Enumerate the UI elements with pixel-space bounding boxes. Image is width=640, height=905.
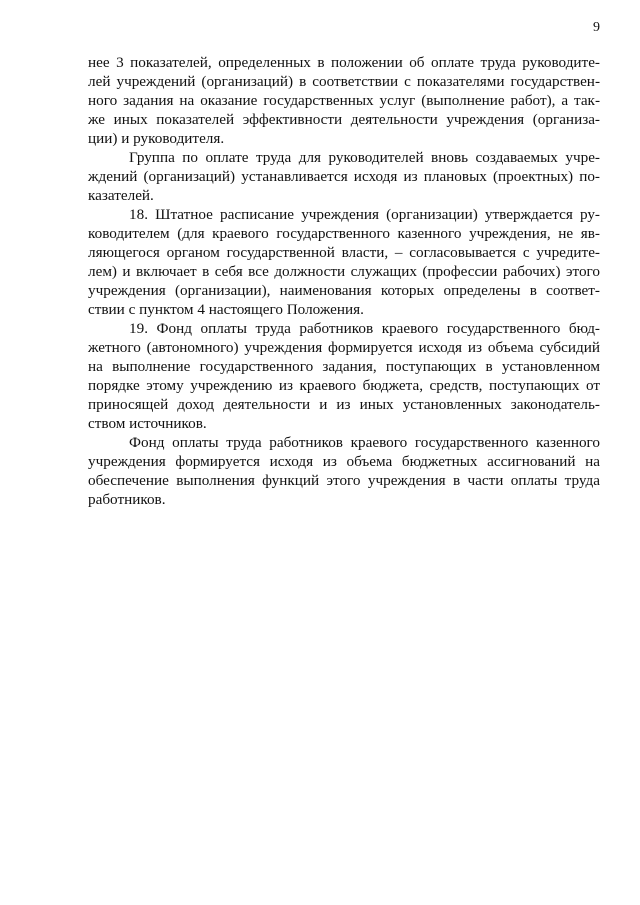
text-line: обеспечение выполнения функций этого учреждения в части оплаты труда: [88, 472, 600, 489]
text-line: ством источников.: [88, 415, 207, 432]
text-line: работников.: [88, 491, 166, 508]
text-line: учреждения (организации), наименования которых определены в соответ-: [88, 282, 600, 299]
text-line: Фонд оплаты труда работников краевого государственного казенного: [129, 434, 600, 451]
text-line: на выполнение государственного задания, поступающих в установленном: [88, 358, 600, 375]
text-line: 18. Штатное расписание учреждения (организации) утверждается ру-: [129, 206, 600, 223]
text-line: ждений (организаций) устанавливается исходя из плановых (проектных) по-: [88, 168, 600, 185]
text-line: учреждения формируется исходя из объема бюджетных ассигнований на: [88, 453, 600, 470]
text-line: же иных показателей эффективности деятельности учреждения (организа-: [88, 111, 600, 128]
text-line: ляющегося органом государственной власти, – согласовывается с учредите-: [88, 244, 600, 261]
text-line: ствии с пунктом 4 настоящего Положения.: [88, 301, 364, 318]
text-line: 19. Фонд оплаты труда работников краевого государственного бюд-: [129, 320, 600, 337]
text-line: казателей.: [88, 187, 154, 204]
page-number: 9: [593, 20, 600, 35]
text-line: жетного (автономного) учреждения формируется исходя из объема субсидий: [88, 339, 600, 356]
text-line: ного задания на оказание государственных услуг (выполнение работ), а так-: [88, 92, 600, 109]
text-line: нее 3 показателей, определенных в положении об оплате труда руководите-: [88, 54, 600, 71]
text-line: лем) и включает в себя все должности служащих (профессии рабочих) этого: [88, 263, 600, 280]
text-line: ции) и руководителя.: [88, 130, 225, 147]
text-line: лей учреждений (организаций) в соответствии с показателями государствен-: [88, 73, 600, 90]
document-body: [88, 53, 600, 509]
text-line: Группа по оплате труда для руководителей вновь создаваемых учре-: [129, 149, 600, 166]
text-line: приносящей доход деятельности и из иных установленных законодатель-: [88, 396, 600, 413]
text-line: ководителем (для краевого государственного казенного учреждения, не яв-: [88, 225, 600, 242]
text-line: порядке этому учреждению из краевого бюджета, средств, поступающих от: [88, 377, 600, 394]
